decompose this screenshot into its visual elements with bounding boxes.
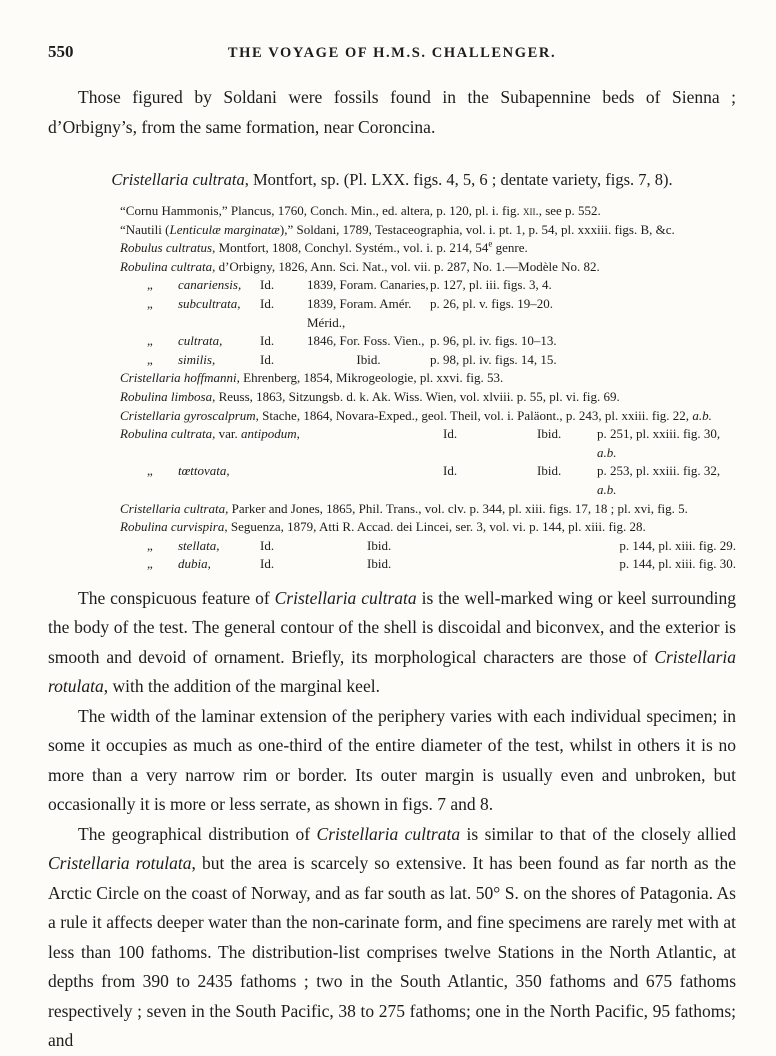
text-run: p. 253, pl. xxiii. fig. 32, xyxy=(597,463,721,479)
synonymy-entry xyxy=(120,407,736,426)
ditto-mark: „ xyxy=(147,537,153,553)
text-run: ., see p. 552. xyxy=(535,203,601,218)
text-run: The conspicuous feature of xyxy=(78,587,275,608)
text-run: “Cornu Hammonis,” Plancus, 1760, Conch. Min., ed. altera, p. 120, pl. i. fig. xyxy=(120,203,523,218)
text-run: Cristellaria rotulata xyxy=(48,853,192,874)
text-run: p. 144, pl. xiii. fig. 29. xyxy=(619,537,736,553)
ditto-mark: „ xyxy=(147,277,153,293)
synonymy-entry xyxy=(120,388,736,407)
synonymy-entry xyxy=(120,239,736,258)
work-reference: 1839, Foram. Canaries, xyxy=(307,277,429,293)
text-run: a.b. xyxy=(597,444,617,460)
text-run: Robulina curvispira xyxy=(120,519,225,535)
synonymy-entry xyxy=(120,425,736,462)
text-run: Robulina limbosa xyxy=(120,388,213,404)
text-run: p. 127, pl. iii. figs. 3, 4. xyxy=(430,277,552,293)
page-reference xyxy=(430,351,736,370)
text-run: , Reuss, 1863, Sitzungsb. d. k. Ak. Wiss. Wien, vol. xlviii. p. 55, pl. vi. fig. 69. xyxy=(212,388,620,404)
text-run: Cristellaria rotulata xyxy=(48,646,736,697)
text-run: Lenticulæ marginatæ xyxy=(169,221,280,237)
species-name xyxy=(120,295,260,332)
species-name-text xyxy=(120,425,300,462)
species-name xyxy=(120,425,443,462)
text-run: , xyxy=(296,426,300,442)
text-run: ),” Soldani, 1789, Testaceographia, vol. i. pt. 1, p. 54, pl. xxxiii. figs. B, &c. xyxy=(279,221,675,237)
text-run: is the well-marked wing or keel surrounding the body of the test. The general contour of the shell is discoidal and biconvex, and the exterior is smooth and devoid of ornament. Briefly, its morphological characters are those of xyxy=(48,587,736,667)
text-run: , with the addition of the marginal keel. xyxy=(103,676,380,697)
author-abbrev: Id. xyxy=(443,426,458,442)
page-reference xyxy=(487,555,736,574)
text-run: a.b. xyxy=(597,481,617,497)
author-abbrev: Id. xyxy=(260,295,275,311)
running-title: THE VOYAGE OF H.M.S. CHALLENGER. xyxy=(227,45,557,61)
species-name xyxy=(120,555,260,574)
species-name xyxy=(120,462,443,499)
ditto-mark: „ xyxy=(147,333,153,349)
text-run: p. 251, pl. xxiii. fig. 30, xyxy=(597,426,721,442)
text-run: stellata, xyxy=(178,537,220,553)
text-run: e xyxy=(488,238,493,249)
ditto-mark: „ xyxy=(147,463,153,479)
author-abbrev: Id. xyxy=(260,556,275,572)
page-header xyxy=(48,42,736,62)
species-name xyxy=(120,351,260,370)
text-run: Cristellaria cultrata xyxy=(274,587,417,608)
page-number: 550 xyxy=(48,42,74,61)
text-run: subcultrata, xyxy=(178,295,241,311)
text-run: xii xyxy=(522,203,536,218)
text-run: tœttovata, xyxy=(178,463,230,479)
work-reference: Ibid. xyxy=(537,463,562,479)
species-name xyxy=(120,537,260,556)
synonymy-list xyxy=(120,202,736,574)
text-run: The geographical distribution of xyxy=(78,823,317,844)
species-name-text xyxy=(178,332,222,351)
species-heading xyxy=(48,168,736,192)
text-run: antipodum xyxy=(240,426,297,442)
synonymy-entry xyxy=(120,500,736,519)
work-reference: Ibid. xyxy=(367,556,392,572)
text-run: Cristellaria cultrata xyxy=(316,823,461,844)
text-run: Robulina cultrata xyxy=(120,258,213,274)
intro-paragraph xyxy=(48,82,736,142)
work-reference: Ibid. xyxy=(367,537,392,553)
text-run: , Stache, 1864, Novara-Exped., geol. Theil, vol. i. Paläont., p. 243, pl. xxiii. fig. 22, xyxy=(255,407,693,423)
synonymy-entry xyxy=(120,537,736,556)
text-run: genre. xyxy=(492,240,528,256)
text-run: Cristellaria hoffmanni xyxy=(120,370,237,386)
text-run: Robulina cultrata xyxy=(120,426,213,442)
text-run: p. 26, pl. v. figs. 19–20. xyxy=(430,295,554,311)
ditto-mark: „ xyxy=(147,351,153,367)
author-abbrev: Id. xyxy=(260,537,275,553)
paragraph-morphology xyxy=(48,584,736,702)
text-run: p. 96, pl. iv. figs. 10–13. xyxy=(430,333,557,349)
text-run: canariensis, xyxy=(178,277,242,293)
text-run: p. 144, pl. xiii. fig. 30. xyxy=(619,556,736,572)
page-reference xyxy=(597,462,736,499)
synonymy-entry xyxy=(120,462,736,499)
text-run: , but the area is scarcely so extensive. It has been found as far north as the Arctic Circle on the coast of Norway, and as far south as lat. 50° S. on the shores of Patagonia. As a rule it affects deeper water than the non-carinate form, and fine specimens are rarely met with at less than 100 fathoms. The distribution-list comprises twelve Stations in the North Atlantic, at depths from 390 to 2435 fathoms ; two in the South Atlantic, 350 fathoms and 675 fathoms respectively ; seven in the South Pacific, 38 to 275 fathoms; one in the North Pacific, 95 fathoms; and xyxy=(48,853,736,1051)
text-run: The width of the laminar extension of the periphery varies with each individual specimen; in some it occupies as much as one-third of the entire diameter of the test, whilst in others it is no more than a very narrow rim or border. Its outer margin is usually even and unbroken, but occasionally it is more or less serrate, as shown in figs. 7 and 8. xyxy=(48,705,736,815)
synonymy-entry xyxy=(120,202,736,221)
page-reference xyxy=(430,332,736,351)
text-run: , Parker and Jones, 1865, Phil. Trans., vol. clv. p. 344, pl. xiii. figs. 17, 18 ; pl. xvi, fig. 5. xyxy=(225,500,688,516)
synonymy-entry xyxy=(120,295,736,332)
text-run: p. 98, pl. iv. figs. 14, 15. xyxy=(430,351,557,367)
paragraph-periphery xyxy=(48,702,736,820)
text-run: , Montfort, sp. (Pl. LXX. figs. 4, 5, 6 ; dentate variety, figs. 7, 8). xyxy=(244,170,673,189)
text-run: , d’Orbigny, 1826, Ann. Sci. Nat., vol. vii. p. 287, No. 1.—Modèle No. 82. xyxy=(212,258,600,274)
author-abbrev: Id. xyxy=(260,277,275,293)
species-name-text xyxy=(178,555,211,574)
synonymy-entry xyxy=(120,518,736,537)
synonymy-entry xyxy=(120,258,736,277)
synonymy-entry xyxy=(120,369,736,388)
synonymy-entry xyxy=(120,276,736,295)
synonymy-entry xyxy=(120,332,736,351)
species-name-text xyxy=(178,462,230,499)
species-name-text xyxy=(178,537,220,556)
work-reference: Ibid. xyxy=(356,351,381,367)
species-name-text xyxy=(178,276,241,295)
work-reference: 1839, Foram. Amér. Mérid., xyxy=(307,295,412,330)
text-run: , var. xyxy=(212,426,241,442)
synonymy-entry xyxy=(120,351,736,370)
species-name-text xyxy=(178,351,215,370)
text-run: Cristellaria gyroscalprum xyxy=(120,407,256,423)
text-run: , Ehrenberg, 1854, Mikrogeologie, pl. xxvi. fig. 53. xyxy=(236,370,504,386)
text-run: , Seguenza, 1879, Atti R. Accad. dei Lincei, ser. 3, vol. vi. p. 144, pl. xiii. fig. 28. xyxy=(224,519,646,535)
page-reference xyxy=(597,425,736,462)
page-reference xyxy=(487,537,736,556)
author-abbrev: Id. xyxy=(443,463,458,479)
text-run: cultrata, xyxy=(178,333,223,349)
text-run: Cristellaria cultrata xyxy=(111,170,245,189)
text-run: Cristellaria cultrata xyxy=(120,500,226,516)
species-name-text xyxy=(178,295,240,332)
synonymy-entry xyxy=(120,555,736,574)
ditto-mark: „ xyxy=(147,295,153,311)
ditto-mark: „ xyxy=(147,556,153,572)
species-name xyxy=(120,332,260,351)
page-reference xyxy=(430,276,736,295)
text-run: dubia, xyxy=(178,556,211,572)
text-run: similis, xyxy=(178,351,216,367)
text-run: “Nautili ( xyxy=(120,221,170,237)
text-run: Robulus cultratus xyxy=(120,240,213,256)
work-reference: Ibid. xyxy=(537,426,562,442)
paragraph-distribution xyxy=(48,820,736,1056)
text-run: is similar to that of the closely allied xyxy=(460,823,736,844)
text-run: a.b. xyxy=(692,407,712,423)
text-run: Those figured by Soldani were fossils found in the Subapennine beds of Sienna ; d’Orbigny’s, from the same formation, near Coroncina. xyxy=(48,87,736,137)
synonymy-entry xyxy=(120,221,736,240)
work-reference: 1846, For. Foss. Vien., xyxy=(307,333,425,349)
page-reference xyxy=(430,295,736,332)
author-abbrev: Id. xyxy=(260,333,275,349)
author-abbrev: Id. xyxy=(260,351,275,367)
text-run: , Montfort, 1808, Conchyl. Systém., vol. i. p. 214, 54 xyxy=(212,240,489,256)
species-name xyxy=(120,276,260,295)
